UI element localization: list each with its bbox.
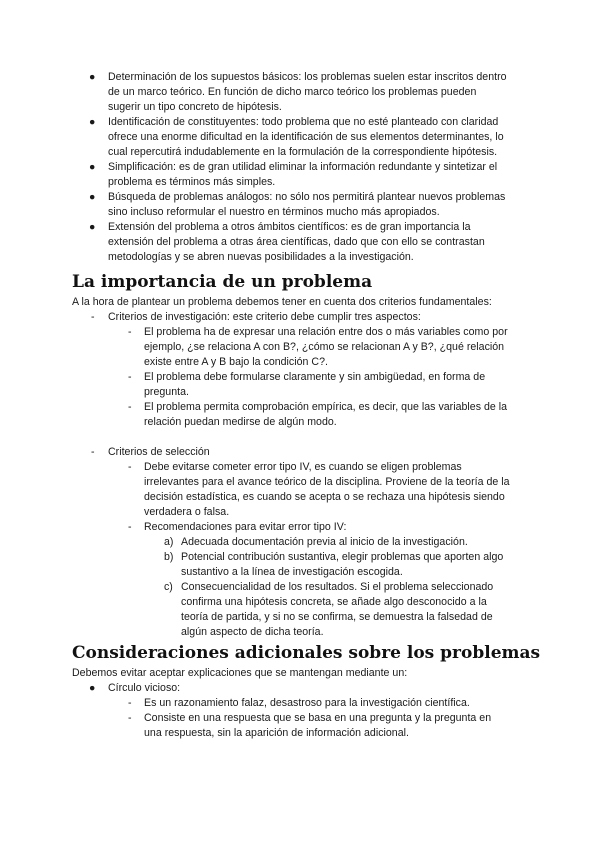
list-item-line: una respuesta, sin la aparición de información adicional. bbox=[144, 727, 409, 739]
list-item-line: metodologías y se abren nuevas posibilidades a la investigación. bbox=[108, 251, 414, 263]
section-intro: A la hora de plantear un problema debemos tener en cuenta dos criterios fundamentales: bbox=[72, 296, 492, 308]
bullet-marker: ● bbox=[89, 71, 96, 83]
list-item-line: Potencial contribución sustantiva, elegir problemas que aporten algo bbox=[181, 551, 504, 563]
rec-marker: c) bbox=[164, 581, 173, 593]
section-heading-consideraciones: Consideraciones adicionales sobre los problemas bbox=[72, 643, 541, 663]
dash-marker: - bbox=[128, 326, 132, 338]
list-item-line: Simplificación: es de gran utilidad eliminar la información redundante y sintetizar el bbox=[108, 161, 498, 173]
list-item-line: El problema ha de expresar una relación entre dos o más variables como por bbox=[144, 326, 508, 338]
section-heading-importancia: La importancia de un problema bbox=[72, 272, 373, 292]
list-item-line: Debe evitarse cometer error tipo IV, es cuando se eligen problemas bbox=[144, 461, 462, 473]
rec-marker: b) bbox=[164, 551, 174, 563]
list-item-line: cual repercutirá indudablemente en la formulación de la correspondiente hipótesis. bbox=[108, 146, 498, 158]
bullet-marker: ● bbox=[89, 221, 96, 233]
bullet-marker: ● bbox=[89, 161, 96, 173]
criteria-label: Criterios de selección bbox=[108, 446, 210, 458]
list-item-line: de un marco teórico. En función de dicho marco teórico los problemas pueden bbox=[108, 86, 477, 98]
list-item-line: El problema debe formularse claramente y sin ambigüedad, en forma de bbox=[144, 371, 486, 383]
list-item-line: Consecuencialidad de los resultados. Si el problema seleccionado bbox=[181, 581, 494, 593]
list-item-line: sugerir un tipo concreto de hipótesis. bbox=[108, 101, 282, 113]
criteria-label: Criterios de investigación: este criterio debe cumplir tres aspectos: bbox=[108, 311, 421, 323]
list-item-line: Es un razonamiento falaz, desastroso para la investigación científica. bbox=[144, 697, 470, 709]
dash-marker: - bbox=[128, 371, 132, 383]
list-item-line: ejemplo, ¿se relaciona A con B?, ¿cómo se relacionan A y B?, ¿qué relación bbox=[144, 341, 505, 353]
dash-marker: - bbox=[128, 697, 132, 709]
list-item-line: Determinación de los supuestos básicos: los problemas suelen estar inscritos dentro bbox=[108, 71, 507, 83]
list-item-line: relación puedan medirse de algún modo. bbox=[144, 416, 337, 428]
list-item-line: irrelevantes para el avance teórico de la disciplina. Proviene de la teoría de la bbox=[144, 476, 510, 488]
list-item-line: pregunta. bbox=[144, 386, 189, 398]
list-item-line: Adecuada documentación previa al inicio de la investigación. bbox=[181, 536, 468, 548]
section-intro: Debemos evitar aceptar explicaciones que se mantengan mediante un: bbox=[72, 667, 408, 679]
list-item-line: Círculo vicioso: bbox=[108, 682, 181, 694]
bullet-marker: ● bbox=[89, 116, 96, 128]
dash-marker: - bbox=[91, 311, 95, 323]
list-item-line: teoría de partida, y si no se confirma, se demuestra la falsedad de bbox=[181, 611, 493, 623]
list-item-line: Recomendaciones para evitar error tipo IV: bbox=[144, 521, 347, 533]
list-item-line: Consiste en una respuesta que se basa en una pregunta y la pregunta en bbox=[144, 712, 492, 724]
dash-marker: - bbox=[128, 521, 132, 533]
dash-marker: - bbox=[91, 446, 95, 458]
list-item-line: extensión del problema a otras área científicas, dado que con ello se contrastan bbox=[108, 236, 485, 248]
list-item-line: ofrece una enorme dificultad en la identificación de sus elementos determinantes, lo bbox=[108, 131, 504, 143]
dash-marker: - bbox=[128, 461, 132, 473]
list-item-line: El problema permita comprobación empírica, es decir, que las variables de la bbox=[144, 401, 508, 413]
list-item-line: verdadera o falsa. bbox=[144, 506, 230, 518]
list-item-line: Extensión del problema a otros ámbitos científicos: es de gran importancia la bbox=[108, 221, 471, 233]
list-item-line: decisión estadística, es cuando se acepta o se rechaza una hipótesis siendo bbox=[144, 491, 505, 503]
dash-marker: - bbox=[128, 401, 132, 413]
list-item-line: sino incluso reformular el nuestro en términos mucho más apropiados. bbox=[108, 206, 440, 218]
dash-marker: - bbox=[128, 712, 132, 724]
bullet-marker: ● bbox=[89, 191, 96, 203]
list-item-line: confirma una hipótesis concreta, se añade algo desconocido a la bbox=[181, 596, 487, 608]
list-item-line: Identificación de constituyentes: todo problema que no esté planteado con claridad bbox=[108, 116, 499, 128]
list-item-line: sustantivo a la línea de investigación escogida. bbox=[181, 566, 403, 578]
bullet-marker: ● bbox=[89, 682, 96, 694]
list-item-line: existe entre A y B bajo la condición C?. bbox=[144, 356, 328, 368]
list-item-line: algún aspecto de dicha teoría. bbox=[181, 626, 324, 638]
rec-marker: a) bbox=[164, 536, 174, 548]
list-item-line: Búsqueda de problemas análogos: no sólo nos permitirá plantear nuevos problemas bbox=[108, 191, 506, 203]
list-item-line: problema es términos más simples. bbox=[108, 176, 276, 188]
